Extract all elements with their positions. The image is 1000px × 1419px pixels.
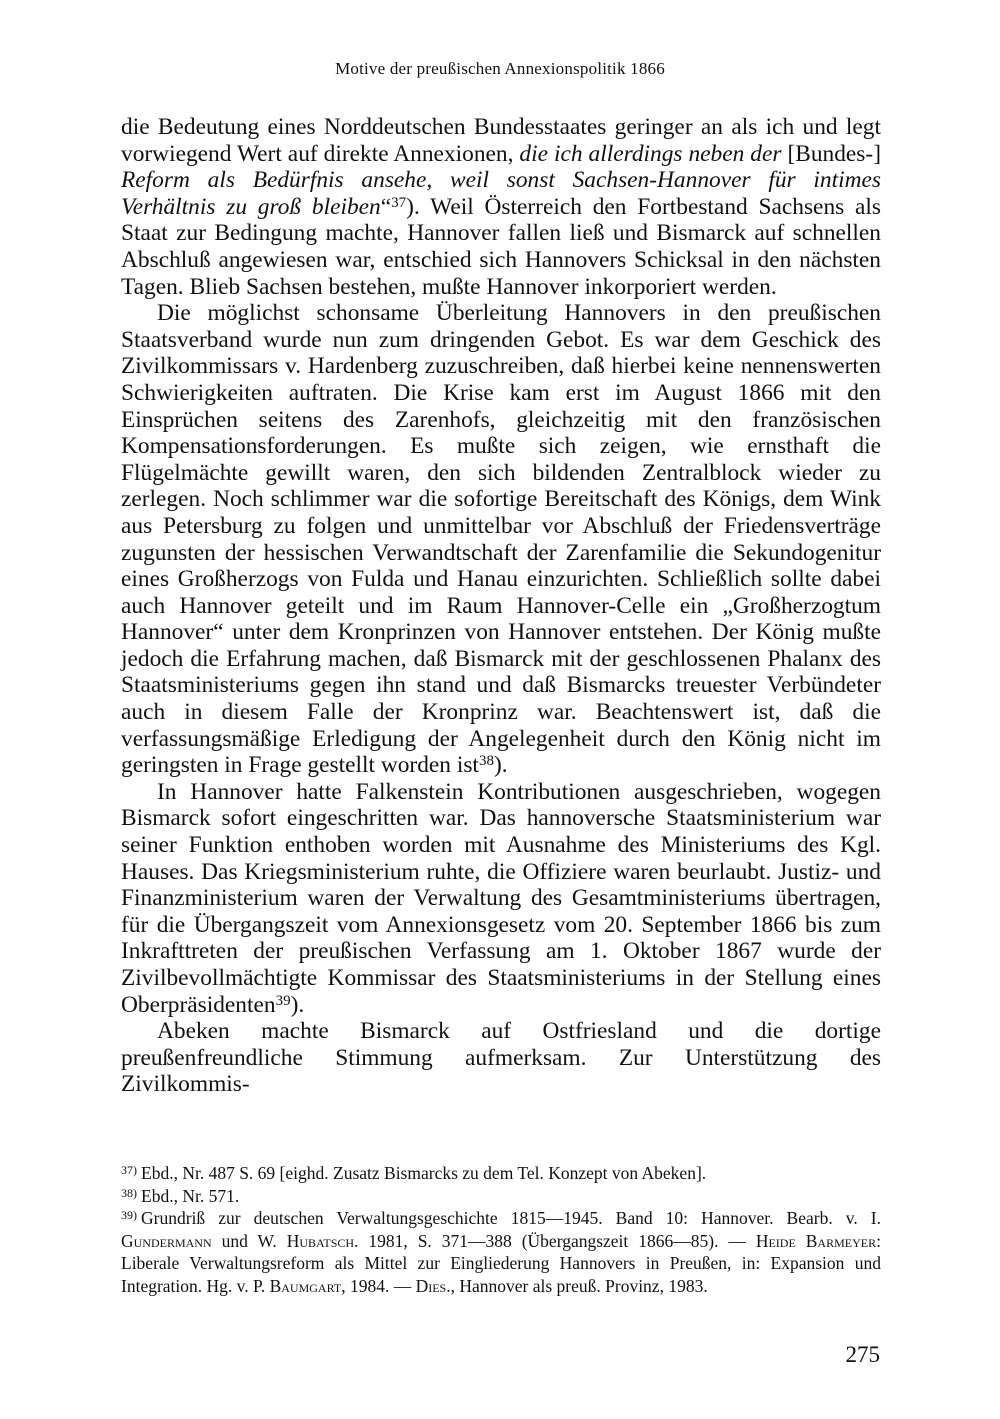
paragraph-1-text-a: die Bedeutung eines Norddeutschen Bundesstaates geringer an als ich und legt vorwiegend Wert auf direkte Annexionen, (121, 114, 881, 167)
paragraph-4-text: Abeken machte Bismarck auf Ostfriesland und die dortige preußenfreundliche Stimmung aufmerksam. Zur Unterstützung des Zivilkommis- (121, 1018, 881, 1098)
footnote-39-number: 39) (121, 1208, 137, 1223)
footnote-39-author-barmeyer: Heide Barmeyer (755, 1230, 877, 1251)
footnotes (121, 1162, 881, 1298)
footnote-39-text-e: , 1984. — (341, 1275, 416, 1296)
footnote-37-number: 37) (121, 1163, 137, 1177)
footnote-39-text-b: und W. (211, 1230, 287, 1251)
paragraph-1-text-b: [Bundes-] (781, 140, 881, 167)
footnote-39-text-a: Grundriß zur deutschen Verwaltungsgeschichte 1815—1945. Band 10: Hannover. Bearb. v. I. (141, 1208, 881, 1229)
footnote-39-author-hubatsch: Hubatsch (286, 1230, 355, 1251)
paragraph-2 (121, 300, 881, 779)
page-number: 275 (845, 1342, 880, 1367)
footnote-ref-37: 37 (391, 194, 407, 211)
running-header: Motive der preußischen Annexionspolitik 1866 (335, 59, 665, 78)
footnote-39-author-gundermann: Gundermann (121, 1230, 212, 1251)
footnote-38-number: 38) (121, 1185, 137, 1200)
footnote-37 (121, 1162, 881, 1185)
paragraph-3 (121, 779, 881, 1018)
footnote-39-text-c: . 1981, S. 371—388 (Übergangszeit 1866—85). — (354, 1230, 756, 1251)
paragraph-2-text-a: Die möglichst schonsame Überleitung Hannovers in den preußischen Staatsverband wurde nun zum dringenden Gebot. Es war dem Geschick des Zivilkommissars v. Hardenberg zuzuschreiben, daß hierbei keine nennenswerten Schwierigkeiten auftraten. Die Krise kam erst im August 1866 mit den Einsprüchen seitens des Zarenhofs, gleichzeitig mit den französischen Kompensationsforderungen. Es mußte sich zeigen, wie ernsthaft die Flügelmächte gewillt waren, den sich bildenden Zentralblock wieder zu zerlegen. Noch schlimmer war die sofortige Bereitschaft des Königs, dem Wink aus Petersburg zu folgen und unmittelbar vor Abschluß der Friedensverträge zugunsten der hessischen Verwandtschaft der Zarenfamilie die Sekundogenitur eines Großherzogs von Fulda und Hanau einzurichten. Schließlich sollte dabei auch Hannover geteilt und im Raum Hannover-Celle ein „Großherzogtum Hannover“ unter dem Kronprinzen von Hannover entstehen. Der König mußte jedoch die Erfahrung machen, daß Bismarck mit der geschlossenen Phalanx des Staatsministeriums gegen ihn stand und daß Bismarcks treuester Verbündeter auch in diesem Falle der Kronprinz war. Beachtenswert ist, daß die verfassungsmäßige Erledigung der Angelegenheit durch den König nicht im geringsten in Frage gestellt worden ist (121, 300, 881, 779)
paragraph-1-text-d: ). Weil Österreich den Fortbestand Sachsens als Staat zur Bedingung machte, Hannover fallen ließ und Bismarck auf schnellen Abschluß angewiesen war, entschied sich Hannovers Schicksal in den nächsten Tagen. Blieb Sachsen bestehen, mußte Hannover inkorporiert werden. (121, 193, 882, 300)
footnote-39-text-d: : Liberale Verwaltungsreform als Mittel zur Eingliederung Hannovers in Preußen, in: Expansion und Integration. Hg. v. P. (121, 1230, 881, 1296)
paragraph-1-text-c: “ (380, 193, 392, 220)
paragraph-1-italic-b: Reform als Bedürfnis ansehe, weil sonst Sachsen-Hannover für intimes Verhältnis zu groß bleiben (121, 167, 881, 220)
paragraph-3-text-a: In Hannover hatte Falkenstein Kontributionen ausgeschrieben, wogegen Bismarck sofort eingeschritten war. Das hannoversche Staatsministerium war seiner Funktion enthoben worden mit Ausnahme des Ministeriums des Kgl. Hauses. Das Kriegsministerium ruhte, die Offiziere waren beurlaubt. Justiz- und Finanzministerium waren der Verwaltung des Gesamtministeriums übertragen, für die Übergangszeit vom Annexionsgesetz vom 20. September 1866 bis zum Inkrafttreten der preußischen Verfassung am 1. Oktober 1867 wurde der Zivilbevollmächtigte Kommissar des Staatsministeriums in der Stellung eines Oberpräsidenten (121, 778, 881, 1018)
paragraph-1 (121, 114, 881, 300)
footnote-ref-39: 39 (275, 992, 291, 1009)
paragraph-4 (121, 1018, 881, 1098)
paragraph-3-text-b: ). (290, 991, 305, 1018)
footnote-38-text: Ebd., Nr. 571. (141, 1185, 240, 1206)
footnote-37-text: Ebd., Nr. 487 S. 69 [eighd. Zusatz Bismarcks zu dem Tel. Konzept von Abeken]. (141, 1163, 707, 1183)
footnote-39-author-dies: Dies. (415, 1275, 451, 1296)
footnote-39-text-f: , Hannover als preuß. Provinz, 1983. (450, 1275, 708, 1296)
paragraph-1-italic-a: die ich allerdings neben der (519, 140, 782, 167)
footnote-38 (121, 1185, 881, 1208)
footnote-ref-38: 38 (478, 753, 494, 770)
paragraph-2-text-b: ). (493, 752, 508, 779)
footnote-39-author-baumgart: Baumgart (269, 1275, 342, 1296)
footnote-39 (121, 1207, 881, 1297)
body-text (121, 114, 881, 1098)
